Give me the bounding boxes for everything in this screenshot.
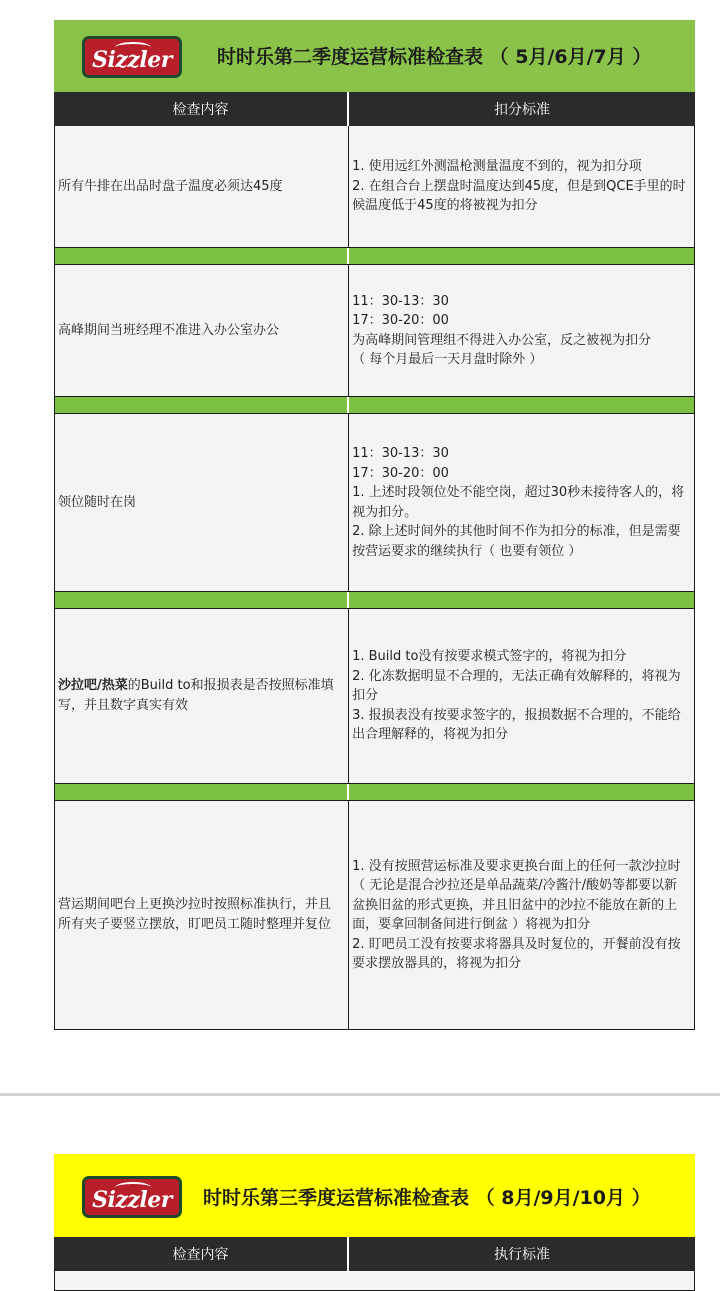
row-content: 沙拉吧/热菜的Build to和报损表是否按照标准填 写，并且数字真实有效 (55, 609, 349, 783)
row-standard: 11：30-13：30 17：30-20：00 为高峰期间管理组不得进入办公室，反之被视为扣分 （ 每个月最后一天月盘时除外 ） (352, 293, 652, 367)
row-standard: 1. 使用远红外测温枪测量温度不到的，视为扣分项 2. 在组合台上摆盘时温度达到45度，但是到QCE手里的时 候温度低于45度的将被视为扣分 (352, 159, 686, 214)
table-row (54, 126, 695, 248)
row-standard: 1. Build to没有按要求模式签字的，将视为扣分 2. 化冻数据明显不合理的，无法正确有效解释的，将视为 扣分 3. 报损表没有按要求签字的，报损数据不合理的，不能给 出合理解释的，将视为扣分 (352, 649, 681, 743)
row-content: 高峰期间当班经理不准进入办公室办公 (55, 265, 349, 396)
row-standard: 1. 没有按照营运标准及要求更换台面上的任何一款沙拉时 （ 无论是混合沙拉还是单品蔬菜/冷酱汁/酸奶等都要以新 盆换旧盆的形式更换，并且旧盆中的沙拉不能放在新的上 面，要拿回制备间进行倒盆 ）将视为扣分 2. 盯吧员工没有按要求将器具及时复位的，开餐前没有按 要求摆放器具的，将视为扣分 (352, 858, 681, 971)
logo-swoosh-icon (115, 1182, 151, 1193)
table-row (54, 1271, 695, 1291)
row-separator (54, 248, 695, 265)
header-check-content: 检查内容 (54, 92, 349, 126)
row-standard: 11：30-13：30 17：30-20：00 1. 上述时段领位处不能空岗，超过30秒未接待客人的，将 视为扣分。 2. 除上述时间外的其他时间不作为扣分的标准，但是需要 按营运要求的继续执行（ 也要有领位 ） (352, 446, 685, 559)
banner-q2 (54, 20, 695, 92)
row-separator (54, 397, 695, 414)
page-title-q2: 时时乐第二季度运营标准检查表 （ 5月/6月/7月 ） (217, 46, 652, 68)
table-header-q3 (54, 1237, 695, 1271)
time-slot-lunch: 11：30-13：30 (352, 446, 449, 461)
logo-swoosh-icon (115, 42, 151, 53)
checklist-q3 (54, 1154, 695, 1280)
table-header-q2 (54, 92, 695, 126)
header-check-content: 检查内容 (54, 1237, 349, 1271)
row-separator (54, 592, 695, 609)
time-slot-dinner: 17：30-20：00 (352, 313, 449, 328)
sizzler-logo: Sizzler (82, 1176, 182, 1218)
row-content: 营运期间吧台上更换沙拉时按照标准执行，并且 所有夹子要竖立摆放，盯吧员工随时整理并复位 (55, 801, 349, 1029)
row-content: 所有牛排在出品时盘子温度必须达45度 (55, 126, 349, 247)
time-slot-lunch: 11：30-13：30 (352, 293, 449, 309)
row-separator (54, 784, 695, 801)
page-title-q3: 时时乐第三季度运营标准检查表 （ 8月/9月/10月 ） (203, 1187, 651, 1209)
time-slot-dinner: 17：30-20：00 (352, 465, 449, 481)
page-divider (0, 1093, 720, 1096)
sizzler-logo: Sizzler (82, 36, 182, 78)
row-content: 领位随时在岗 (55, 414, 349, 591)
checklist-q2 (54, 20, 695, 1030)
header-execution-standard: 执行标准 (494, 1247, 550, 1263)
table-row (54, 609, 695, 784)
table-row (54, 414, 695, 592)
banner-q3 (54, 1154, 695, 1237)
table-row (54, 265, 695, 397)
table-row (54, 801, 695, 1030)
header-deduction-standard: 扣分标准 (494, 102, 550, 118)
